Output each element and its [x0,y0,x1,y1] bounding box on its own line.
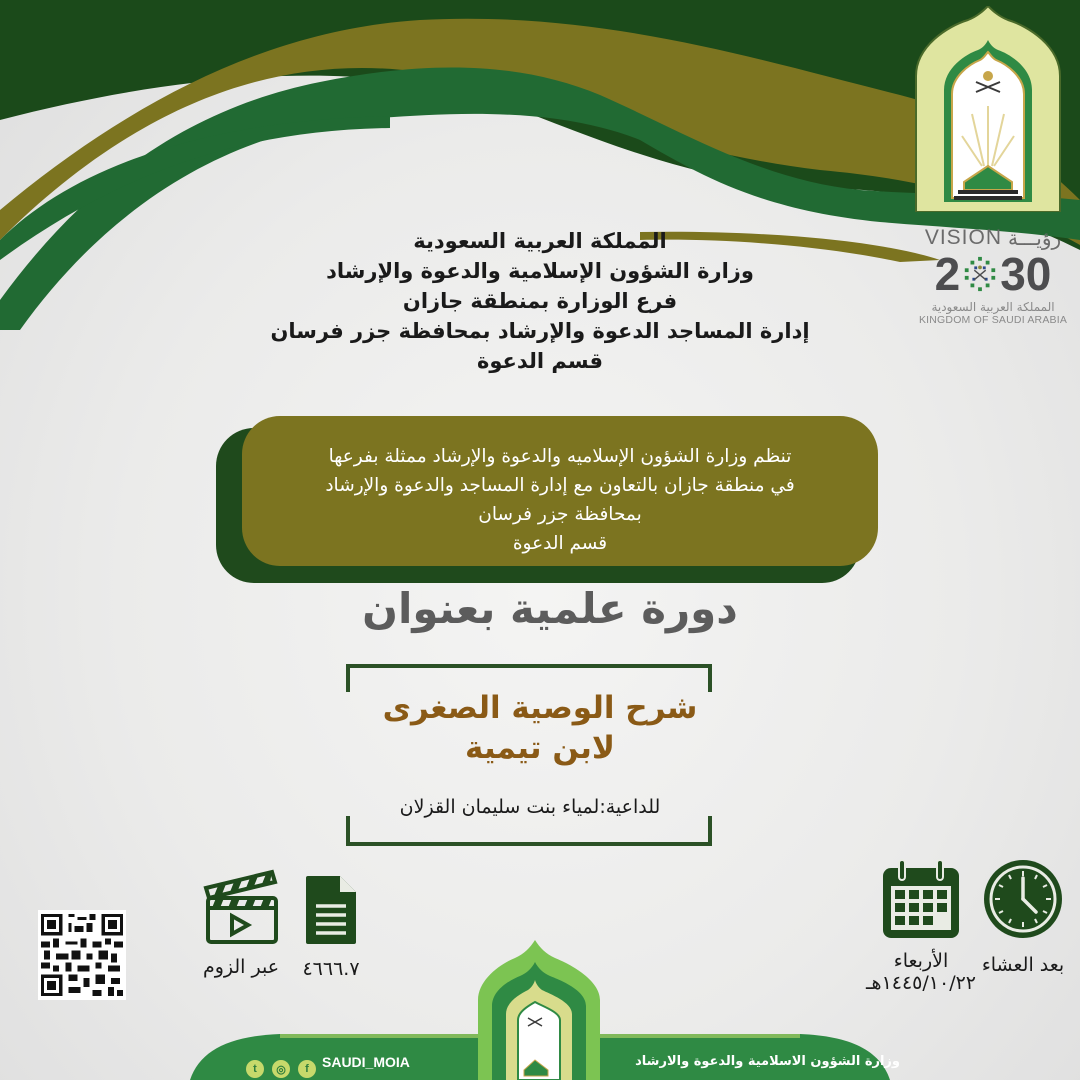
facebook-icon[interactable]: f [298,1060,316,1078]
intro-line: في منطقة جازان بالتعاون مع إدارة المساجد والدعوة والإرشاد [325,475,795,496]
platform-label: عبر الزوم [202,956,280,978]
footer-band [0,940,1080,1080]
intro-line: بمحافظة جزر فرسان [478,504,642,525]
header-line-ministry: وزارة الشؤون الإسلامية والدعوة والإرشاد [326,259,754,283]
vision-kingdom-en: KINGDOM OF SAUDI ARABIA [918,314,1068,326]
course-title-line1: شرح الوصية الصغرى [382,690,698,726]
header-line-kingdom: المملكة العربية السعودية [413,229,667,253]
vision-2030-logo [918,226,1068,330]
header-line-department: قسم الدعوة [476,349,604,373]
intro-line: قسم الدعوة [512,533,608,554]
course-label: دورة علمية بعنوان [362,584,738,633]
ministry-logo [908,6,1068,212]
organization-header [230,226,850,376]
intro-line: تنظم وزارة الشؤون الإسلاميه والدعوة والإرشاد ممثلة بفرعها [328,446,792,467]
twitter-icon[interactable]: t [246,1060,264,1078]
clapperboard-icon [202,868,280,946]
vision-year-right: 30 [1000,248,1052,300]
vision-kingdom-ar: المملكة العربية السعودية [931,300,1055,314]
vision-year-left: 2 [934,248,961,300]
intro-box [242,416,878,566]
vision-label-ar: رؤيـــة [1008,226,1062,250]
footer-social-links [246,1060,316,1078]
course-frame-bottom [346,816,712,846]
calendar-icon [881,858,961,940]
meeting-id: ٤٦٦٦.٧ [302,958,360,980]
vision-emblem-icon [961,255,999,293]
clock-icon [982,858,1064,940]
instagram-icon[interactable]: ◎ [272,1060,290,1078]
course-title-line2: لابن تيمية [465,730,615,766]
date-value: ١٤٤٥/١٠/٢٢هـ [865,972,977,994]
lecturer-name: للداعية:لمياء بنت سليمان القزلان [399,796,661,818]
course-title [300,688,780,768]
header-line-branch: فرع الوزارة بمنطقة جازان [402,289,678,313]
header-line-administration: إدارة المساجد الدعوة والإرشاد بمحافظة جزر فرسان [270,319,810,343]
document-icon [304,874,358,946]
vision-label-en: VISION [924,226,1002,249]
time-label: بعد العشاء [981,954,1065,976]
date-day: الأربعاء [893,950,949,972]
footer-social-handle[interactable]: SAUDI_MOIA [322,1054,410,1070]
footer-ministry-name: وزارة الشؤون الاسلامية والدعوة والارشاد [635,1054,900,1069]
